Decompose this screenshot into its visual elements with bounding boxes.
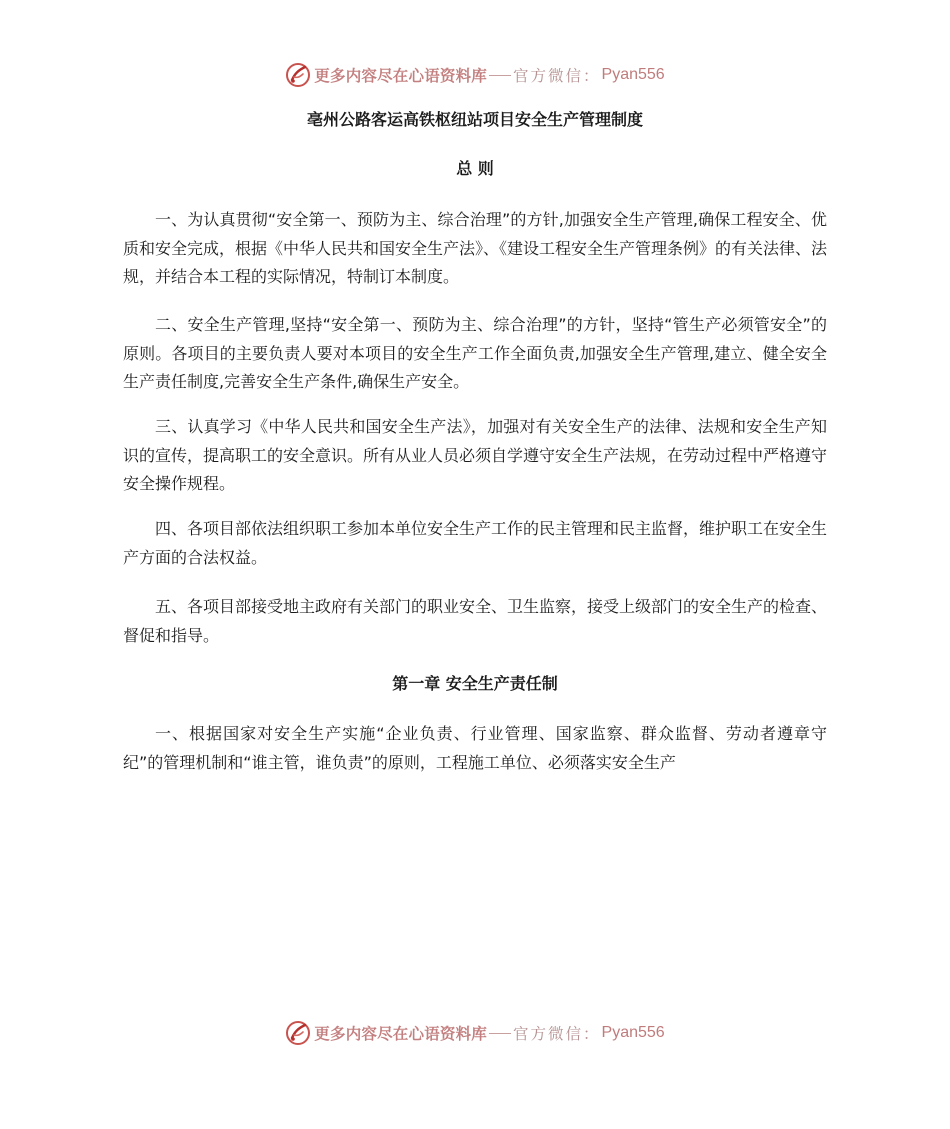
watermark-main-text: 更多内容尽在心语资料库: [314, 1024, 487, 1043]
paragraph-general-4: 四、各项目部依法组织职工参加本单位安全生产工作的民主管理和民主监督，维护职工在安全生产方面的合法权益。: [123, 519, 828, 567]
watermark-dash: [489, 1033, 511, 1034]
brush-logo-icon: [285, 1020, 311, 1046]
watermark-sub-text: 官方微信：: [513, 1025, 601, 1043]
paragraph-general-5: 五、各项目部接受地主政府有关部门的职业安全、卫生监察，接受上级部门的安全生产的检查、督促和指导。: [123, 597, 828, 645]
general-heading: 总 则: [456, 159, 494, 178]
watermark-wechat-id: Pyan556: [601, 1024, 665, 1041]
paragraph-general-3: 三、认真学习《中华人民共和国安全生产法》，加强对有关安全生产的法律、法规和安全生产知识的宣传，提高职工的安全意识。所有从业人员必须自学遵守安全生产法规，在劳动过程中严格遵守安全操作规程。: [123, 417, 828, 493]
document-title: 亳州公路客运高铁枢纽站项目安全生产管理制度: [306, 110, 643, 129]
watermark-sub-text: 官方微信：: [513, 67, 601, 85]
watermark-wechat-id: Pyan556: [601, 66, 665, 83]
paragraph-general-1: 一、为认真贯彻“安全第一、预防为主、综合治理”的方针,加强安全生产管理,确保工程安全、优质和安全完成，根据《中华人民共和国安全生产法》、《建设工程安全生产管理条例》的有关法律、法规，并结合本工程的实际情况，特制订本制度。: [123, 210, 828, 286]
paragraph-general-2: 二、安全生产管理,坚持“安全第一、预防为主、综合治理”的方针，坚持“管生产必须管安全”的原则。各项目的主要负责人要对本项目的安全生产工作全面负责,加强安全生产管理,建立、健全安全生产责任制度,完善安全生产条件,确保生产安全。: [123, 315, 827, 391]
paragraph-chapter1-1: 一、根据国家对安全生产实施“企业负责、行业管理、国家监察、群众监督、劳动者遵章守纪”的管理机制和“谁主管，谁负责”的原则，工程施工单位、必须落实安全生产: [123, 724, 827, 772]
watermark-dash: [489, 75, 511, 76]
chapter-1-heading: 第一章 安全生产责任制: [392, 674, 558, 693]
watermark-footer: [0, 1018, 950, 1048]
watermark-main-text: 更多内容尽在心语资料库: [314, 66, 487, 85]
watermark-header: [0, 60, 950, 90]
brush-logo-icon: [285, 62, 311, 88]
